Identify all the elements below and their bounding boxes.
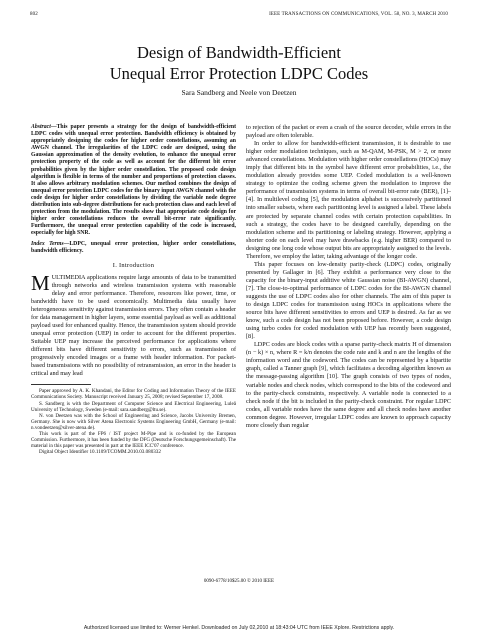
page-number: 802 xyxy=(30,12,38,17)
footnote-author-2: N. von Deetzen was with the School of Engineering and Science, Jacobs University Bremen, Germany. She is now with Silver Atena Electronic Systems Engineering GmbH, Germany (e-mail: n.vondeetzen@silver-atena.de). xyxy=(31,412,236,431)
abstract-text: —This paper presents a strategy for the design of bandwidth-efficient LDPC codes with unequal error protection. Bandwidth efficiency is obtained by appropriately designing the codes for higher order constellations, assuming an AWGN channel. The irregularities of the LDPC code are designed, using the Gaussian approximation of the density evolution, to enhance the unequal error protection property of the code as well as account for the different bit error probabilities given by the higher order constellation. The proposed code design algorithm is flexible in terms of the number and proportions of protection classes. It also allows arbitrary modulation schemes. Our method combines the design of unequal error protection LDPC codes for the binary input AWGN channel with the code design for higher order constellations by dividing the variable node degree distribution into sub-degree distributions for each protection class and each level of protection from the modulation. The results show that appropriate code design for higher order constellations reduces the overall bit-error rate significantly. Furthermore, the unequal error protection capability of the code is increased, especially for high SNR. xyxy=(31,124,236,237)
intro-paragraph xyxy=(31,270,236,379)
intro-text: ULTIMEDIA applications require large amounts of data to be transmitted through networks and wireless transmission systems with reasonable delay and error performance. Therefore, resources like power, time, or bandwidth have to be used economically. Multimedia data usually have heterogeneous sensitivity against transmission errors. They often contain a header for data management in higher layers, some essential payload as well as additional payload used for enhanced quality. Hence, the transmission system should provide unequal error protection (UEP) in order to account for the different properties. Suitable UEP may increase the perceived performance for applications where different bits have different sensitivity to errors, such as transmission of progressively encoded images or a frame with header information. For packet-based transmissions with no possibility of retransmission, an error in the header is critical and may lead xyxy=(31,273,236,378)
paper-title xyxy=(0,42,478,84)
footnote-editor: Paper approved by A. K. Khandani, the Editor for Coding and Information Theory of the IEEE Communications Society. Manuscript received January 25, 2008; revised September 17, 2008. xyxy=(31,388,236,401)
footnote-doi: Digital Object Identifier 10.1109/TCOMM.2010.03.080332 xyxy=(39,449,161,456)
abstract-label: Abstract xyxy=(31,124,51,130)
footnote-author-1: S. Sandberg is with the Department of Computer Science and Electrical Engineering, Luleå University of Technology, Sweden (e-mail: sara.sandberg@ltu.se). xyxy=(31,400,236,413)
section-heading: I. Introduction xyxy=(112,261,155,269)
drop-cap: M xyxy=(31,270,50,295)
left-column xyxy=(31,124,236,455)
title-line-2: Unequal Error Protection LDPC Codes xyxy=(109,64,369,83)
author-list: Sara Sandberg and Neele von Deetzen xyxy=(181,88,297,97)
index-terms-label: Index Terms xyxy=(31,240,64,247)
footnote-divider xyxy=(31,384,91,385)
right-paragraph-3: This paper focuses on low-density parity-check (LDPC) codes, originally presented by Gallager in [6]. They exhibit a performance very close to the capacity for the binary-input additive white Gaussian noise (BI-AWGN) channel, [7]. The close-to-optimal performance of LDPC codes for the BI-AWGN channel suggests the use of LDPC codes also for other channels. The aim of this paper is to design LDPC codes for transmission using HOCs in applications where the source bits have different sensitivities to errors and UEP is desired. As far as we know, such a code design has not been proposed before. However, a code design using turbo codes for coded modulation with UEP has recently been suggested, [8]. xyxy=(246,260,451,341)
right-paragraph-2: In order to allow for bandwidth-efficient transmission, it is desirable to use higher order modulation techniques, such as M-QAM, M-PSK, M > 2, or more advanced constellations. Modulation with higher order constellations (HOCs) may imply that different bits in the symbol have different error probabilities, i.e., the modulation already provides some UEP. Coded modulation is a well-known strategy to optimize the coding scheme given the modulation to improve the performance of transmission systems in terms of overall bit-error rate (BER), [1]–[4]. In multilevel coding [5], the modulation alphabet is successively partitioned into smaller subsets, where each partitioning level is assigned a label. These labels are protected by separate channel codes with certain protection capabilities. In such a strategy, the codes have to be designed carefully, depending on the modulation scheme and its partitioning or labeling strategy. However, applying a shorter code on each level may have drawbacks (e.g. higher BER) compared to designing one long code whose output bits are appropriately assigned to the levels. Therefore, we employ the latter, taking advantage of the longer code. xyxy=(246,140,452,260)
index-terms xyxy=(31,241,236,255)
footnote-funding: This work is part of the FP6 / IST project M-Pipe and is co-funded by the European Commission. Furthermore, it has been funded by the DFG (Deutsche Forschungsgemeinschaft). The material in this paper was presented in part at the IEEE ICC'07 conference. xyxy=(31,431,236,450)
index-terms-text: —LDPC, unequal error protection, higher order constellations, bandwidth efficiency. xyxy=(31,240,236,254)
abstract xyxy=(31,124,236,238)
right-paragraph-1: to rejection of the packet or even a crash of the source decoder, while errors in the payload are often tolerable. xyxy=(246,124,451,140)
right-column xyxy=(246,124,451,430)
license-notice: Authorized licensed use limited to: Werner Henkel. Downloaded on July 02,2010 at 18:43:04 UTC from IEEE Xplore. Restrictions apply. xyxy=(83,625,395,631)
title-line-1: Design of Bandwidth-Efficient xyxy=(136,43,342,62)
copyright-notice: 0090-6778/10$25.00 © 2010 IEEE xyxy=(203,579,275,584)
journal-name: IEEE TRANSACTIONS ON COMMUNICATIONS, VOL. 58, NO. 3, MARCH 2010 xyxy=(269,12,448,17)
right-paragraph-4: LDPC codes are block codes with a sparse parity-check matrix H of dimension (n − k) × n, where R = k/n denotes the code rate and k and n are the lengths of the information word and the codeword. The codes can be represented by a bipartite graph, called a Tanner graph [9], which facilitates a decoding algorithm known as the message-passing algorithm [10]. The graph consists of two types of nodes, variable nodes and check nodes, which correspond to the bits of the codeword and to the parity-check constraints, respectively. A variable node is connected to a check node if the bit is included in the parity-check constraint. For regular LDPC codes, all variable nodes have the same degree and all check nodes have another common degree. However, irregular LDPC codes are known to approach capacity more closely than regular xyxy=(246,341,451,429)
